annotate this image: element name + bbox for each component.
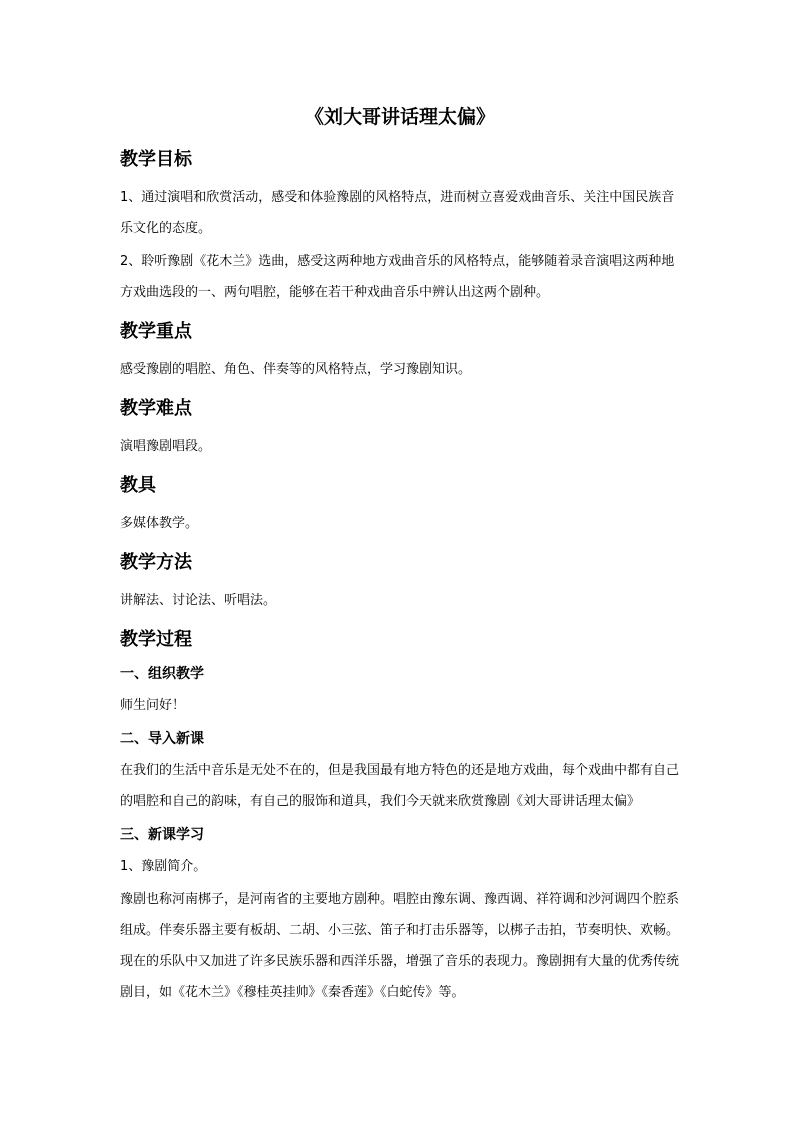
key-points-paragraph: 感受豫剧的唱腔、角色、伴奏等的风格特点，学习豫剧知识。 (120, 362, 472, 377)
step-1-paragraph: 师生问好！ (120, 698, 186, 713)
tools-paragraph: 多媒体教学。 (120, 516, 199, 531)
heading-key-points: 教学重点 (120, 321, 192, 342)
heading-teaching-goals: 教学目标 (120, 149, 192, 170)
heading-teaching-tools: 教具 (120, 475, 156, 496)
document-title: 《刘大哥讲话理太偏》 (304, 106, 495, 128)
heading-teaching-process: 教学过程 (120, 629, 192, 650)
document-page (120, 100, 680, 1010)
difficulties-paragraph: 演唱豫剧唱段。 (120, 439, 212, 454)
goal-paragraph-1: 1、通过演唱和欣赏活动，感受和体验豫剧的风格特点，进而树立喜爱戏曲音乐、关注中国民族音乐文化的态度。 (120, 190, 675, 236)
step-3-paragraph: 豫剧也称河南梆子，是河南省的主要地方剧种。唱腔由豫东调、豫西调、祥符调和沙河调四个腔系组成。伴奏乐器主要有板胡、二胡、小三弦、笛子和打击乐器等，以梆子击拍，节奏明快、欢畅。现在的乐队中又加进了许多民族乐器和西洋乐器，增强了音乐的表现力。豫剧拥有大量的优秀传统剧目，如《花木兰》《穆桂英挂帅》《秦香莲》《白蛇传》等。 (120, 892, 680, 1000)
heading-teaching-methods: 教学方法 (120, 552, 192, 573)
step-2-paragraph: 在我们的生活中音乐是无处不在的，但是我国最有地方特色的还是地方戏曲，每个戏曲中都有自己的唱腔和自己的韵味，有自己的服饰和道具，我们今天就来欣赏豫剧《刘大哥讲话理太偏》 (120, 763, 680, 809)
heading-difficulties: 教学难点 (120, 398, 192, 419)
methods-paragraph: 讲解法、讨论法、听唱法。 (120, 593, 277, 608)
goal-paragraph-2: 2、聆听豫剧《花木兰》选曲，感受这两种地方戏曲音乐的风格特点，能够随着录音演唱这两种地方戏曲选段的一、两句唱腔，能够在若干种戏曲音乐中辨认出这两个剧种。 (120, 254, 675, 300)
step-1-heading: 一、组织教学 (120, 666, 204, 682)
step-3-heading: 三、新课学习 (120, 827, 204, 843)
step-3-subheading: 1、豫剧简介。 (120, 859, 207, 874)
step-2-heading: 二、导入新课 (120, 731, 204, 747)
